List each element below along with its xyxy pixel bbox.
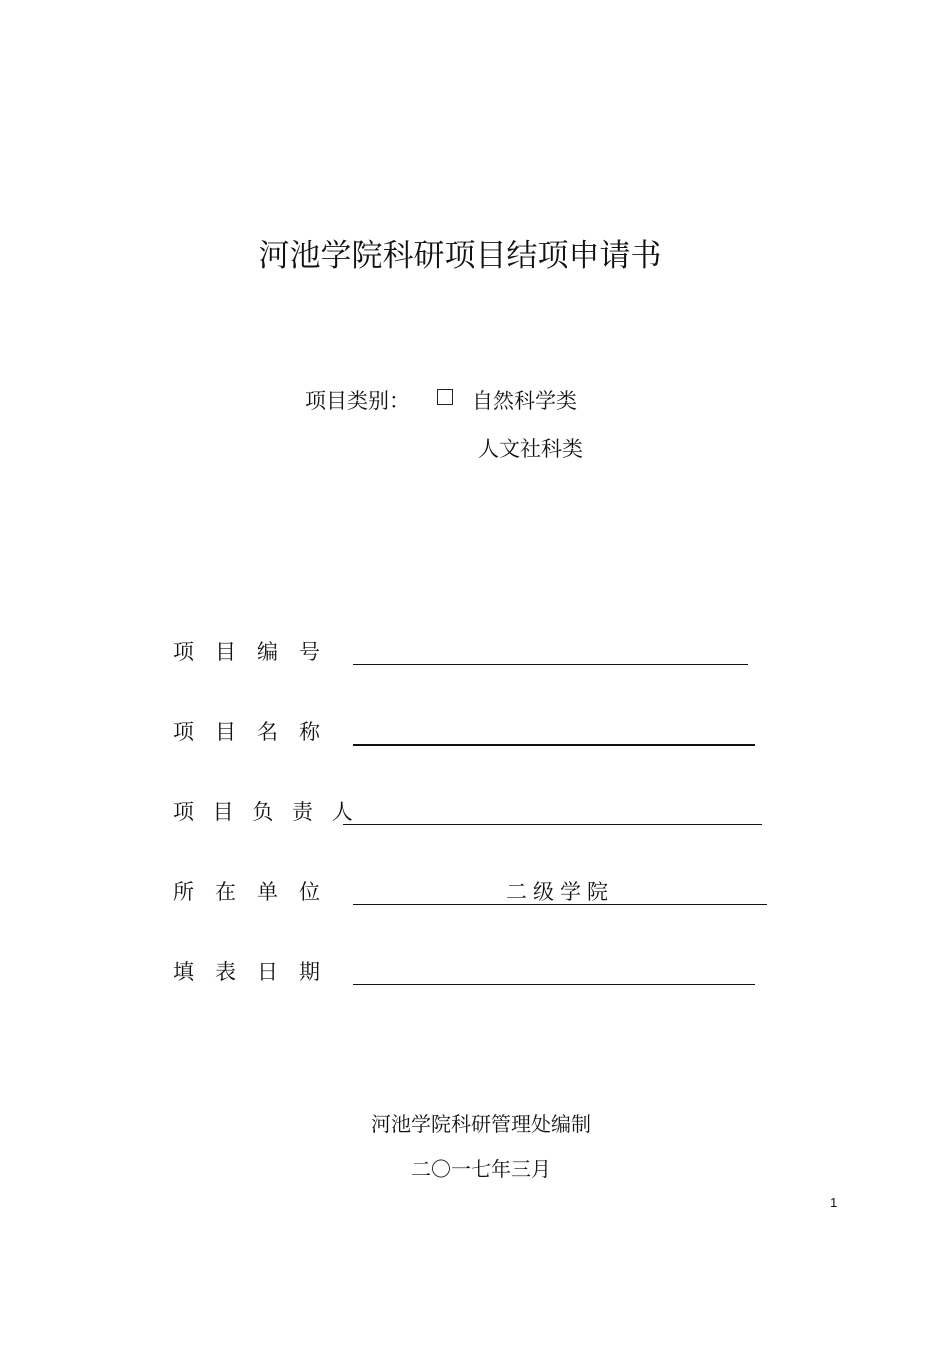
document-title: 河池学院科研项目结项申请书	[258, 238, 662, 274]
page-number: 1	[830, 1195, 838, 1210]
field-project-leader-label: 项 目 负 责 人	[173, 800, 359, 824]
field-department-input[interactable]: 二级学院	[353, 876, 767, 905]
field-fill-date-input[interactable]	[353, 956, 755, 985]
footer-date: 二〇一七年三月	[411, 1157, 551, 1181]
category-label: 项目类别：	[305, 389, 410, 413]
field-fill-date-label: 填 表 日 期	[173, 960, 320, 984]
field-project-number-label: 项 目 编 号	[173, 640, 320, 664]
field-department-label: 所 在 单 位	[173, 880, 320, 904]
field-project-number-input[interactable]	[353, 636, 748, 665]
category-option-humanities: 人文社科类	[478, 437, 583, 461]
field-project-name-label: 项 目 名 称	[173, 720, 320, 744]
field-project-leader-input[interactable]	[343, 796, 762, 825]
category-option-natural-science: 自然科学类	[472, 389, 577, 413]
field-project-name-input[interactable]	[353, 716, 755, 746]
footer-issuer: 河池学院科研管理处编制	[371, 1112, 591, 1136]
category-checkbox[interactable]	[437, 389, 453, 405]
